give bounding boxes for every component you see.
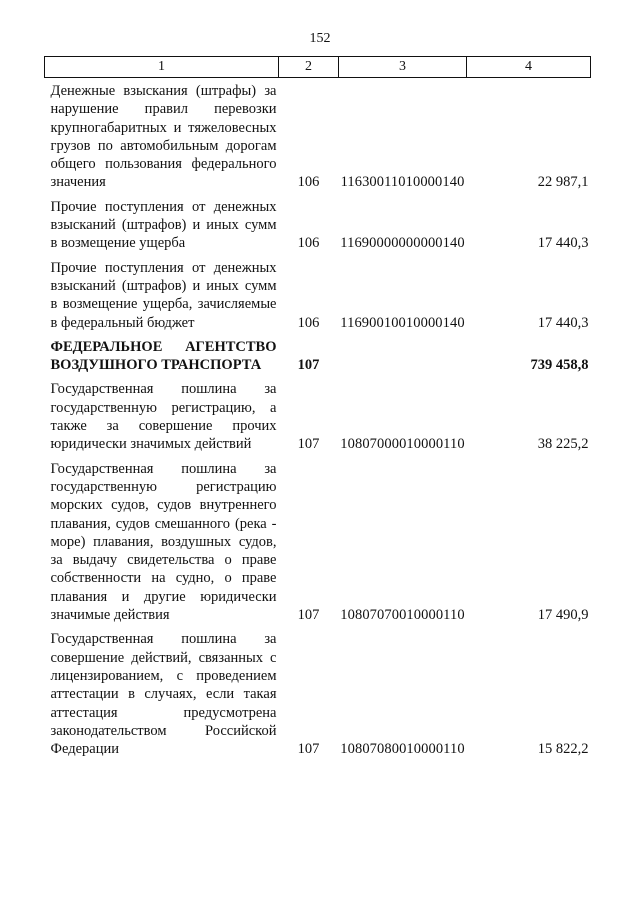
row-amount: 22 987,1 bbox=[537, 174, 589, 191]
revenue-table bbox=[44, 56, 591, 760]
row-amount: 17 490,9 bbox=[537, 607, 589, 624]
row-name: Государственная пошлина за совершение действий, связанных с лицензированием, с проведением аттестации в случаях, если такая аттестация предусмотрена законодательством Российской Федерации bbox=[50, 631, 277, 758]
row-kbk-code: 11690010010000140 bbox=[340, 314, 465, 331]
row-amount: 15 822,2 bbox=[537, 741, 589, 758]
header-col-4: 4 bbox=[467, 57, 591, 78]
row-amount: 38 225,2 bbox=[537, 436, 589, 453]
row-name: Прочие поступления от денежных взысканий (штрафов) и иных сумм в возмещение ущерба bbox=[50, 198, 277, 252]
header-col-2: 2 bbox=[279, 57, 339, 78]
table-row bbox=[45, 376, 591, 455]
agency-name: ФЕДЕРАЛЬНОЕ АГЕНТСТВО ВОЗДУШНОГО ТРАНСПОРТА bbox=[50, 338, 277, 374]
row-amount: 17 440,3 bbox=[537, 314, 589, 331]
page-number: 152 bbox=[309, 31, 331, 46]
row-admin-code: 106 bbox=[297, 174, 320, 191]
row-name: Государственная пошлина за государственную регистрацию, а также за совершение прочих юридически значимых действий bbox=[50, 381, 277, 453]
row-kbk-code: 10807080010000110 bbox=[340, 741, 465, 758]
row-name: Государственная пошлина за государственную регистрацию морских судов, судов внутреннего плавания, судов смешанного (река - море) плавания, воздушных судов, за выдачу свидетельства о праве собственности на судно, о праве плавания и другие юридически значимые действия bbox=[50, 460, 277, 624]
table-row bbox=[45, 626, 591, 760]
table-row bbox=[45, 194, 591, 255]
table-row bbox=[45, 78, 591, 194]
agency-kbk-code bbox=[339, 334, 467, 377]
row-admin-code: 106 bbox=[297, 235, 320, 252]
agency-admin-code: 107 bbox=[297, 357, 320, 374]
row-amount: 17 440,3 bbox=[537, 235, 589, 252]
row-admin-code: 107 bbox=[297, 607, 320, 624]
row-name: Прочие поступления от денежных взысканий (штрафов) и иных сумм в возмещение ущерба, зачисляемые в федеральный бюджет bbox=[50, 259, 277, 331]
row-kbk-code: 10807000010000110 bbox=[340, 436, 465, 453]
table-row bbox=[45, 255, 591, 334]
agency-total-amount: 739 458,8 bbox=[530, 357, 589, 374]
table-header-row bbox=[45, 57, 591, 78]
header-col-3: 3 bbox=[339, 57, 467, 78]
row-kbk-code: 11630011010000140 bbox=[340, 174, 465, 191]
row-name: Денежные взыскания (штрафы) за нарушение правил перевозки крупногабаритных и тяжеловесных грузов по автомобильным дорогам общего пользования федерального значения bbox=[50, 83, 277, 191]
row-kbk-code: 10807070010000110 bbox=[340, 607, 465, 624]
row-kbk-code: 11690000000000140 bbox=[340, 235, 465, 252]
row-admin-code: 107 bbox=[297, 436, 320, 453]
table-row bbox=[45, 456, 591, 627]
header-col-1: 1 bbox=[45, 57, 279, 78]
row-admin-code: 106 bbox=[297, 314, 320, 331]
row-admin-code: 107 bbox=[297, 741, 320, 758]
table-row-agency bbox=[45, 334, 591, 377]
